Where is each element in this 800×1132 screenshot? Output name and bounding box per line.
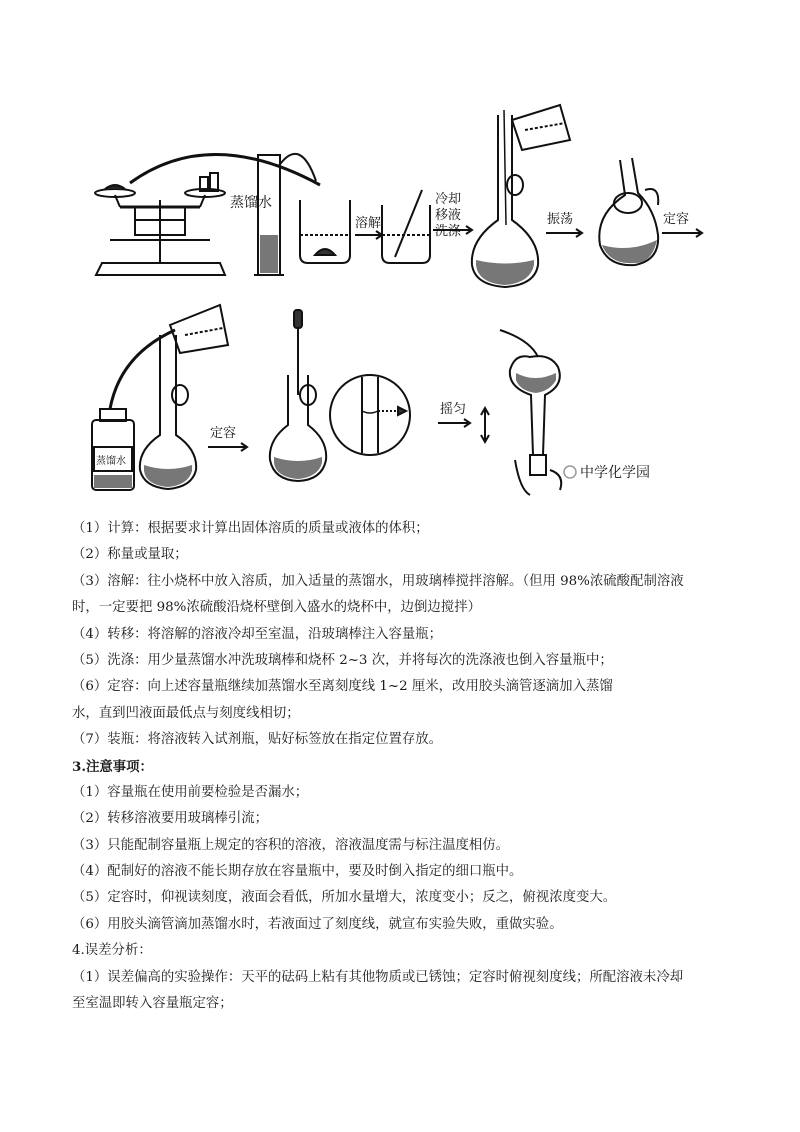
cool-transfer-wash-label: 冷却移液洗涤	[435, 192, 462, 239]
graduated-cylinder-icon	[254, 154, 316, 275]
shaking-flask-icon	[599, 158, 658, 265]
beaker-icon	[300, 200, 350, 263]
step-2: （2）称量或量取；	[72, 547, 188, 563]
distilled-water-label: 蒸馏水	[230, 195, 272, 211]
balance-icon	[95, 173, 225, 275]
meniscus-magnifier-icon	[330, 375, 410, 455]
volumetric-flask-pouring-icon	[472, 105, 570, 287]
procedure-text	[72, 516, 732, 1017]
volumetric-flask-transfer-icon	[140, 305, 228, 489]
step-6-cont: 水，直到凹液面最低点与刻度线相切；	[72, 705, 300, 721]
step-7: （7）装瓶：将溶液转入试剂瓶，贴好标签放在指定位置存放。	[72, 732, 443, 748]
step-5: （5）洗涤：用少量蒸馏水冲洗玻璃棒和烧杯 2~3 次，并将每次的洗涤液也倒入容量瓶中；	[72, 652, 613, 668]
step-4: （4）转移：将溶解的溶液冷却至室温，沿玻璃棒注入容量瓶；	[72, 626, 443, 642]
fix-volume-label-bottom: 定容	[210, 426, 237, 441]
shake-uniform-label: 摇匀	[440, 402, 467, 417]
dissolve-label: 溶解	[355, 216, 382, 231]
shake-label: 振荡	[547, 212, 574, 227]
error-1: （1）误差偏高的实验操作：天平的砝码上粘有其他物质或已锈蚀；定容时俯视刻度线；所配溶液未冷却	[72, 969, 684, 985]
procedure-illustration	[60, 95, 760, 515]
precaution-6: （6）用胶头滴管滴加蒸馏水时，若液面过了刻度线，就宣布实验失败，重做实验。	[72, 916, 563, 932]
precaution-1: （1）容量瓶在使用前要检验是否漏水；	[72, 784, 309, 800]
dropper-flask-icon	[270, 310, 326, 481]
inverting-flask-icon	[500, 330, 561, 495]
beaker-with-rod-icon	[382, 190, 430, 263]
bottle-label: 蒸馏水	[96, 456, 126, 467]
watermark-logo-icon	[564, 466, 576, 478]
precaution-3: （3）只能配制容量瓶上规定的容积的溶液，溶液温度需与标注温度相仿。	[72, 837, 510, 853]
fix-volume-label-top: 定容	[663, 212, 690, 227]
precaution-5: （5）定容时，仰视读刻度，液面会看低，所加水量增大，浓度变小；反之，俯视浓度变大。	[72, 890, 617, 906]
precaution-4: （4）配制好的溶液不能长期存放在容量瓶中，要及时倒入指定的细口瓶中。	[72, 864, 523, 880]
step-1: （1）计算：根据要求计算出固体溶质的质量或液体的体积；	[72, 521, 429, 536]
error-1-cont: 至室温即转入容量瓶定容；	[72, 996, 233, 1012]
watermark-text: 中学化学园	[580, 465, 650, 481]
section-heading-precautions: 3.注意事项：	[72, 758, 153, 775]
section-heading-error-analysis: 4.误差分析：	[72, 943, 152, 959]
step-3-cont: 时，一定要把 98%浓硫酸沿烧杯壁倒入盛水的烧杯中，边倒边搅拌）	[72, 600, 481, 616]
precaution-2: （2）转移溶液要用玻璃棒引流；	[72, 811, 268, 827]
step-6: （6）定容：向上述容量瓶继续加蒸馏水至离刻度线 1~2 厘米，改用胶头滴管逐滴加入蒸馏	[72, 679, 613, 695]
step-3: （3）溶解：往小烧杯中放入溶质，加入适量的蒸馏水，用玻璃棒搅拌溶解。（但用 98%浓硫酸配制溶液	[72, 573, 684, 589]
reagent-bottle-icon	[92, 409, 134, 490]
